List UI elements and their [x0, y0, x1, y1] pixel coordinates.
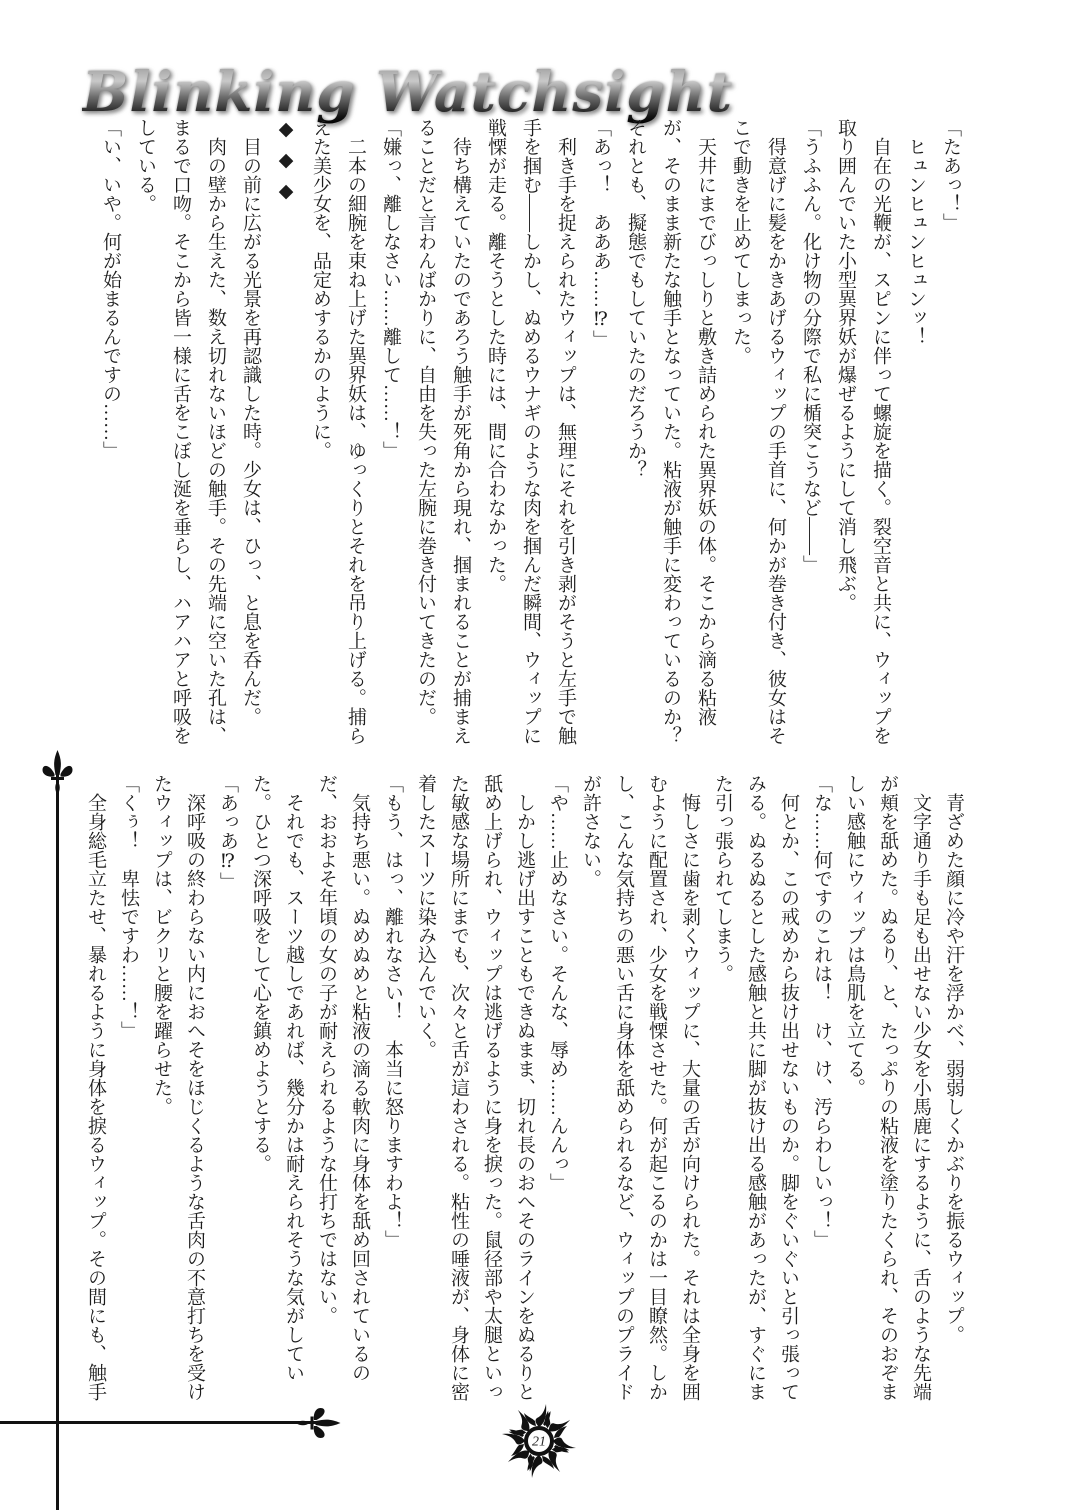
paragraph: 気持ち悪い。ぬめぬめと粘液の滴る軟肉に身体を舐め回されているのだ、おおよそ年頃の女の子が耐えられるような仕打ちではない。 [316, 774, 370, 1382]
upper-text-block [93, 118, 968, 764]
sun-ornament [494, 1396, 584, 1486]
vertical-rule [56, 768, 59, 1510]
paragraph: 全身総毛立たせ、暴れるように身体を捩るウィップ。その間にも、触手 [85, 774, 106, 1401]
fleur-de-lis-icon [296, 1407, 342, 1440]
paragraph: 「あっあ⁉」 [217, 774, 238, 891]
section-divider: ◆◆◆ [275, 118, 296, 211]
paragraph: 天井にまでびっしりと敷き詰められた異界妖の体。そこから滴る粘液が、そのまま新たな触手となっていた。粘液が触手に変わっているのか？ それとも、擬態でもしていたのだろうか？ [625, 118, 716, 764]
paragraph: 悔しさに歯を剥くウィップに、大量の舌が向けられた。それは全身を囲むように配置され、少女を戦慄させた。何が起こるのかは一目瞭然。しかし、こんな気持ちの悪い舌に身体を舐められるなど、ウィップのプライドが許さない。 [580, 774, 700, 1401]
lower-text-block [79, 774, 970, 1406]
paragraph: 深呼吸の終わらない内におへそをほじくるような舌肉の不意打ちを受けたウィップは、ビクリと腰を躍らせた。 [151, 774, 205, 1401]
paragraph: 待ち構えていたのであろう触手が死角から現れ、掴まれることが捕まえることだと言わんばかりに、自由を失った左腕に巻き付いてきたのだ。 [415, 118, 471, 745]
paragraph: 目の前に広がる光景を再認識した時。少女は、ひっ、と息を呑んだ。 [240, 118, 261, 726]
paragraph: 二本の細腕を束ね上げた異界妖は、ゆっくりとそれを吊り上げる。捕らえた美少女を、品定めするかのように。 [310, 118, 366, 745]
paragraph: 「嫌っ、離しなさい……離して……！」 [380, 118, 401, 460]
paragraph: 得意げに髪をかきあげるウィップの手首に、何かが巻き付き、彼女はそこで動きを止めてしまった。 [730, 118, 786, 745]
paragraph: ヒュンヒュンヒュンッ！ [905, 118, 926, 346]
paragraph: 「あっ！ あああ……⁉」 [590, 118, 611, 349]
horizontal-rule [0, 1421, 320, 1424]
paragraph: 「うふふん。化け物の分際で私に楯突こうなど――」 [800, 118, 821, 574]
paragraph: 「な……何ですのこれは！ け、け、汚らわしいっ！」 [811, 774, 832, 1249]
paragraph: 青ざめた顔に冷や汗を浮かべ、弱弱しくかぶりを振るウィップ。 [943, 774, 964, 1344]
paragraph: 文字通り手も足も出せない少女を小馬鹿にするように、舌のような先端が頬を舐めた。ぬるり、と、たっぷりの粘液を塗りたくられ、そのおぞましい感触にウィップは鳥肌を立てる。 [844, 774, 931, 1401]
page-title: Blinking Watchsight [82, 58, 734, 124]
paragraph: 「い、いや。何が始まるんですの……」 [100, 118, 121, 460]
paragraph: 「や……止めなさい。そんな、辱め……んんっ」 [547, 774, 568, 1192]
fleur-de-lis-icon [41, 749, 74, 795]
page-number: 21 [532, 1434, 546, 1450]
paragraph: 自在の光鞭が、スピンに伴って螺旋を描く。裂空音と共に、ウィップを取り囲んでいた小型異界妖が爆ぜるようにして消し飛ぶ。 [835, 118, 891, 745]
paragraph: 「たあっ！」 [940, 118, 961, 232]
paragraph: 「もう、はっ、離れなさい！ 本当に怒りますわよ！」 [382, 774, 403, 1249]
paragraph: 利き手を捉えられたウィップは、無理にそれを引き剥がそうと左手で触手を掴む――しかし、ぬめるウナギのような肉を掴んだ瞬間、ウィップに戦慄が走る。離そうとした時には、間に合わなかった。 [485, 118, 576, 745]
paragraph: 肉の壁から生えた、数え切れないほどの触手。その先端に空いた孔は、まるで口吻。そこから皆一様に舌をこぼし涎を垂らし、ハアハアと呼吸をしている。 [135, 118, 226, 745]
paragraph: しかし逃げ出すこともできぬまま、切れ長のおへそのラインをぬるりと舐め上げられ、ウィップは逃げるように身を捩った。鼠径部や太腿といった敏感な場所にまでも、次々と舌が這わされる。粘性の唾液が、身体に密着したスーツに染み込んでいく。 [415, 774, 535, 1401]
paragraph: 何とか、この戒めから抜け出せないものか。脚をぐいぐいと引っ張ってみる。ぬるぬるとした感触と共に脚が抜け出る感触があったが、すぐにまた引っ張られてしまう。 [712, 774, 799, 1401]
paragraph: 「くぅ！ 卑怯ですわ……！」 [118, 774, 139, 1040]
paragraph: それでも、スーツ越しであれば、幾分かは耐えられそうな気がしていた。ひとつ深呼吸をして心を鎮めようとする。 [250, 774, 304, 1382]
